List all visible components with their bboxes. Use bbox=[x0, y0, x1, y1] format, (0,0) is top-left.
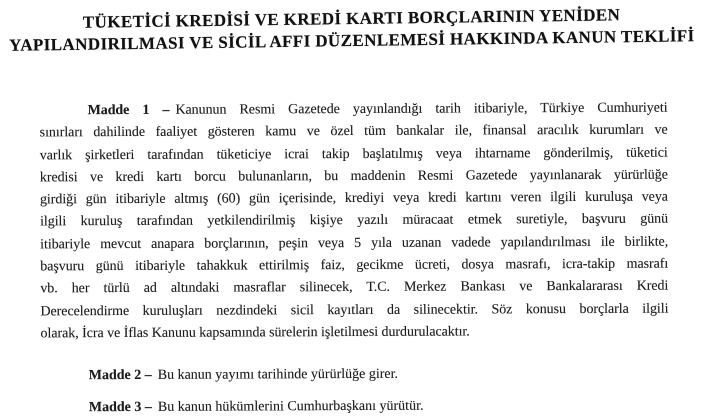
document-title-line1: TÜKETİCİ KREDİSİ VE KREDİ KARTI BORÇLARININ YENİDEN bbox=[82, 5, 621, 32]
article-1-line-11: olarak, İcra ve İflas Kanunu kapsamında sürelerin işletilmesi durdurulacaktır. bbox=[40, 324, 470, 342]
article-1-paragraph bbox=[40, 98, 669, 346]
article-1-line-10: Derecelendirme kuruluşları nezdindeki sicil kayıtları da silinecektir. Söz konusu borçlarla ilgili bbox=[40, 301, 669, 320]
article-1-line-8: başvuru günü itibariyle tahakkuk ettirilmiş faiz, gecikme ücreti, dosya masrafı, icra-takip masrafı bbox=[40, 256, 669, 275]
article-1-line-5: girdiği gün itibariyle altmış (60) gün içerisinde, krediyi veya kredi kartını veren ilgili kuruluşa veya bbox=[39, 189, 668, 208]
article-2 bbox=[89, 364, 398, 387]
article-2-label: Madde 2 – bbox=[88, 367, 152, 384]
article-2-text: Bu kanun yayımı tarihinde yürürlüğe girer. bbox=[157, 366, 399, 383]
document-title-line2: YAPILANDIRILMASI VE SİCİL AFFI DÜZENLEMESİ HAKKINDA KANUN TEKLİFİ bbox=[9, 26, 695, 55]
article-1-label: Madde 1 – bbox=[87, 102, 170, 119]
article-1-line-4: kredisi ve kredi kartı borcu bulunanların, bu maddenin Resmi Gazetede yayınlanarak yürürlüğe bbox=[39, 167, 668, 186]
article-1-line-1-text: Kanunun Resmi Gazetede yayınlandığı tarih itibariyle, Türkiye Cumhuriyeti bbox=[175, 100, 668, 118]
article-3 bbox=[89, 396, 424, 418]
article-1-line-6: ilgili kuruluş tarafından yetkilendirilmiş kişiye yazılı müracaat etmek suretiyle, başvuru günü bbox=[40, 212, 669, 230]
article-1-line-7: itibariyle mevcut anapara borçlarının, peşin veya 5 yıla uzanan vadede yapılandırılması ile birlikte, bbox=[40, 234, 669, 253]
article-3-label: Madde 3 – bbox=[88, 399, 152, 416]
article-1-line-1 bbox=[40, 98, 668, 123]
document-title bbox=[0, 3, 704, 57]
article-1-line-3: varlık şirketleri tarafından tüketiciye icrai takip başlatılmış veya ihtarname gönderilmiş, tüketici bbox=[39, 145, 668, 163]
article-3-text: Bu kanun hükümlerini Cumhurbaşkanı yürütür. bbox=[157, 398, 424, 415]
article-1-line-9: vb. her türlü ad altındaki masraflar silinecek, T.C. Merkez Bankası ve Bankalararası Kredi bbox=[40, 278, 669, 297]
article-1-line-2: sınırları dahilinde faaliyet gösteren kamu ve özel tüm bankalar ile, finansal aracılık kurumları ve bbox=[39, 122, 668, 141]
